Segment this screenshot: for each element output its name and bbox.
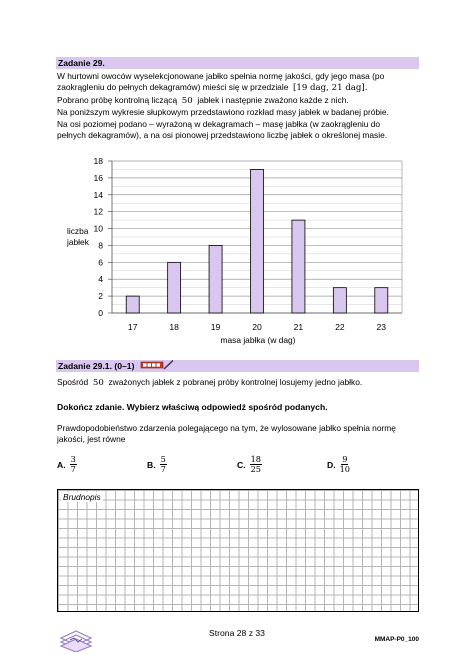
bar-20 (251, 169, 264, 313)
y-tick-12: 12 (93, 206, 103, 217)
bar-21 (292, 220, 305, 313)
x-tick-23: 23 (376, 322, 387, 332)
option-d-fraction: $\frac{9}{10}$ (339, 454, 351, 474)
desc-line-1: Na poniższym wykresie słupkowym przedstawiono rozkład masy jabłek w badanej próbie. (57, 107, 389, 118)
y-tick-6: 6 (98, 257, 103, 268)
x-tick-22: 22 (335, 322, 345, 332)
drawn-total: 50 (92, 378, 104, 388)
y-tick-0: 0 (98, 308, 103, 318)
task-29-1-header (56, 360, 419, 372)
bar-22 (333, 288, 346, 313)
x-tick-21: 21 (293, 322, 304, 332)
y-axis-label-line-2: jabłek (67, 237, 89, 247)
option-b-fraction: $\frac{5}{7}$ (160, 454, 166, 474)
option-c-fraction: $\frac{18}{25}$ (250, 454, 262, 474)
x-tick-20: 20 (252, 322, 262, 332)
option-d[interactable]: D. $\frac{9}{10}$ (327, 454, 351, 474)
y-tick-8: 8 (98, 240, 103, 251)
scratch-label: Brudnopis (63, 492, 101, 502)
instruction: Dokończ zdanie. Wybierz właściwą odpowiedź spośród podanych. (57, 402, 328, 412)
bar-23 (375, 288, 388, 313)
bar-19 (209, 245, 222, 313)
x-axis-label: masa jabłka (w dag) (220, 335, 296, 345)
sample-size: 50 (181, 95, 193, 106)
task-29-1-body: Spośród 50 zważonych jabłek z pobranej próby kontrolnej losujemy jedno jabłko. (57, 377, 363, 388)
task-29-1-title: Zadanie 29.1. (0–1) (58, 361, 135, 371)
intro-line-2: zaokrągleniu do pełnych dekagramów) mieści się w przedziale [19 dag, 21 dag]. (57, 82, 368, 94)
interval-value: [19 dag, 21 dag]. (293, 83, 368, 94)
option-c[interactable]: C. $\frac{18}{25}$ (237, 454, 262, 474)
option-a-fraction: $\frac{3}{7}$ (70, 454, 76, 474)
y-tick-10: 10 (93, 223, 103, 234)
x-tick-18: 18 (169, 322, 179, 332)
y-tick-4: 4 (98, 274, 103, 285)
x-tick-17: 17 (127, 322, 138, 332)
bar-17 (126, 296, 139, 313)
bar-18 (168, 262, 181, 313)
task-29-intro (57, 71, 419, 141)
task-29-header (56, 57, 419, 69)
option-b[interactable]: B. $\frac{5}{7}$ (147, 454, 166, 474)
scratch-grid[interactable] (57, 489, 419, 612)
desc-line-2: Na osi poziomej podano – wyrażoną w dekagramach – masę jabłka (w zaokrągleniu do (57, 118, 381, 129)
y-axis-label-line-1: liczba (67, 226, 89, 236)
question: Prawdopodobieństwo zdarzenia polegającego na tym, że wylosowane jabłko spełnia normę jakości, jest równe (57, 423, 396, 445)
sample-line: Pobrano próbę kontrolną liczącą 50 jabłek i następnie zważono każde z nich. (57, 94, 349, 106)
y-tick-18: 18 (93, 156, 103, 166)
x-tick-19: 19 (210, 322, 221, 332)
option-a[interactable]: A. $\frac{3}{7}$ (57, 454, 76, 474)
points-pencil-icon (140, 360, 174, 373)
answer-options (57, 455, 419, 481)
exam-code: MMAP-P0_100 (374, 636, 419, 643)
y-tick-16: 16 (93, 172, 103, 183)
desc-line-3: pełnych dekagramów), a na osi pionowej przedstawiono liczbę jabłek o określonej masie. (57, 130, 388, 141)
intro-line-1: W hurtowni owoców wyselekcjonowane jabłko spełnia normę jakości, gdy jego masa (po (57, 71, 385, 81)
y-tick-2: 2 (98, 291, 103, 302)
mass-bar-chart (50, 152, 420, 350)
y-tick-14: 14 (93, 189, 103, 200)
task-29-title: Zadanie 29. (58, 58, 105, 68)
page-number: Strona 28 z 33 (209, 628, 265, 638)
